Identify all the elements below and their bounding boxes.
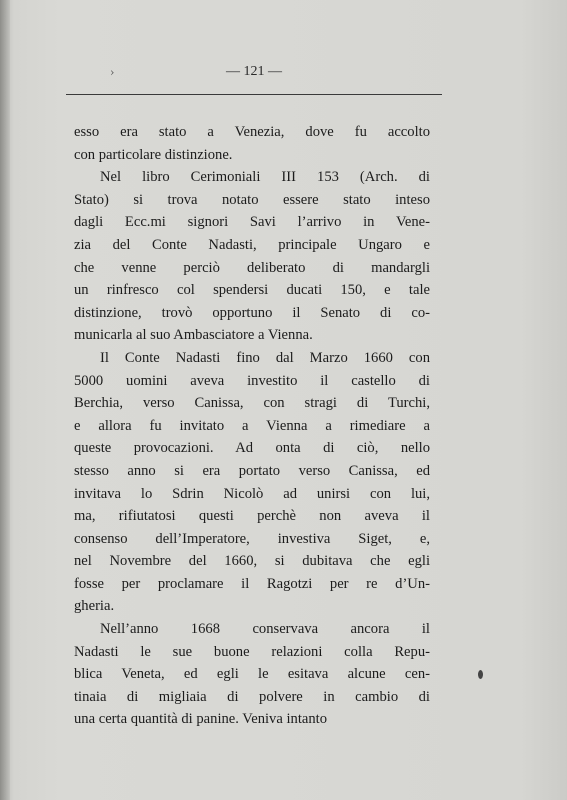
text-line: che venne perciò deliberato di mandargli — [74, 259, 430, 276]
text-line: zia del Conte Nadasti, principale Ungaro e — [74, 236, 430, 253]
book-spine-shadow — [0, 0, 10, 800]
text-line: Nadasti le sue buone relazioni colla Repu- — [74, 643, 430, 660]
text-line: Il Conte Nadasti fino dal Marzo 1660 con — [100, 349, 430, 366]
text-line: Stato) si trova notato essere stato inteso — [74, 191, 430, 208]
text-line: e allora fu invitato a Vienna a rimediare a — [74, 417, 430, 434]
page-number: — 121 — — [226, 64, 282, 79]
body-text — [74, 121, 430, 731]
text-line: nel Novembre del 1660, si dubitava che egli — [74, 553, 430, 570]
text-line: Nell’anno 1668 conservava ancora il — [100, 621, 430, 638]
text-line: tinaia di migliaia di polvere in cambio di — [74, 688, 430, 705]
text-line: con particolare distinzione. — [74, 146, 233, 163]
text-line: stesso anno si era portato verso Canissa, ed — [74, 462, 430, 479]
text-line: ma, rifiutatosi questi perchè non aveva il — [74, 508, 430, 525]
text-line: una certa quantità di panine. Veniva intanto — [74, 711, 328, 728]
page-header — [66, 60, 442, 100]
margin-mark: › — [110, 66, 115, 79]
text-line: gheria. — [74, 598, 115, 615]
text-line: blica Veneta, ed egli le esitava alcune cen- — [74, 666, 430, 683]
text-line: Nel libro Cerimoniali III 153 (Arch. di — [100, 169, 430, 186]
text-line: distinzione, trovò opportuno il Senato di co- — [74, 304, 430, 321]
ink-spot — [478, 670, 483, 679]
text-line: esso era stato a Venezia, dove fu accolto — [74, 124, 430, 140]
text-line: municarla al suo Ambasciatore a Vienna. — [74, 327, 313, 344]
text-line: fosse per proclamare il Ragotzi per re d’Un- — [74, 575, 430, 592]
text-line: queste provocazioni. Ad onta di ciò, nello — [74, 440, 430, 457]
text-line: un rinfresco col spendersi ducati 150, e tale — [74, 282, 430, 299]
text-line: 5000 uomini aveva investito il castello di — [74, 372, 430, 389]
text-line: invitava lo Sdrin Nicolò ad unirsi con lui, — [74, 485, 430, 502]
header-rule — [66, 94, 442, 95]
text-line: consenso dell’Imperatore, investiva Siget, e, — [74, 530, 430, 547]
text-line: Berchia, verso Canissa, con stragi di Turchi, — [74, 395, 430, 412]
text-line: dagli Ecc.mi signori Savi l’arrivo in Vene- — [74, 214, 430, 231]
